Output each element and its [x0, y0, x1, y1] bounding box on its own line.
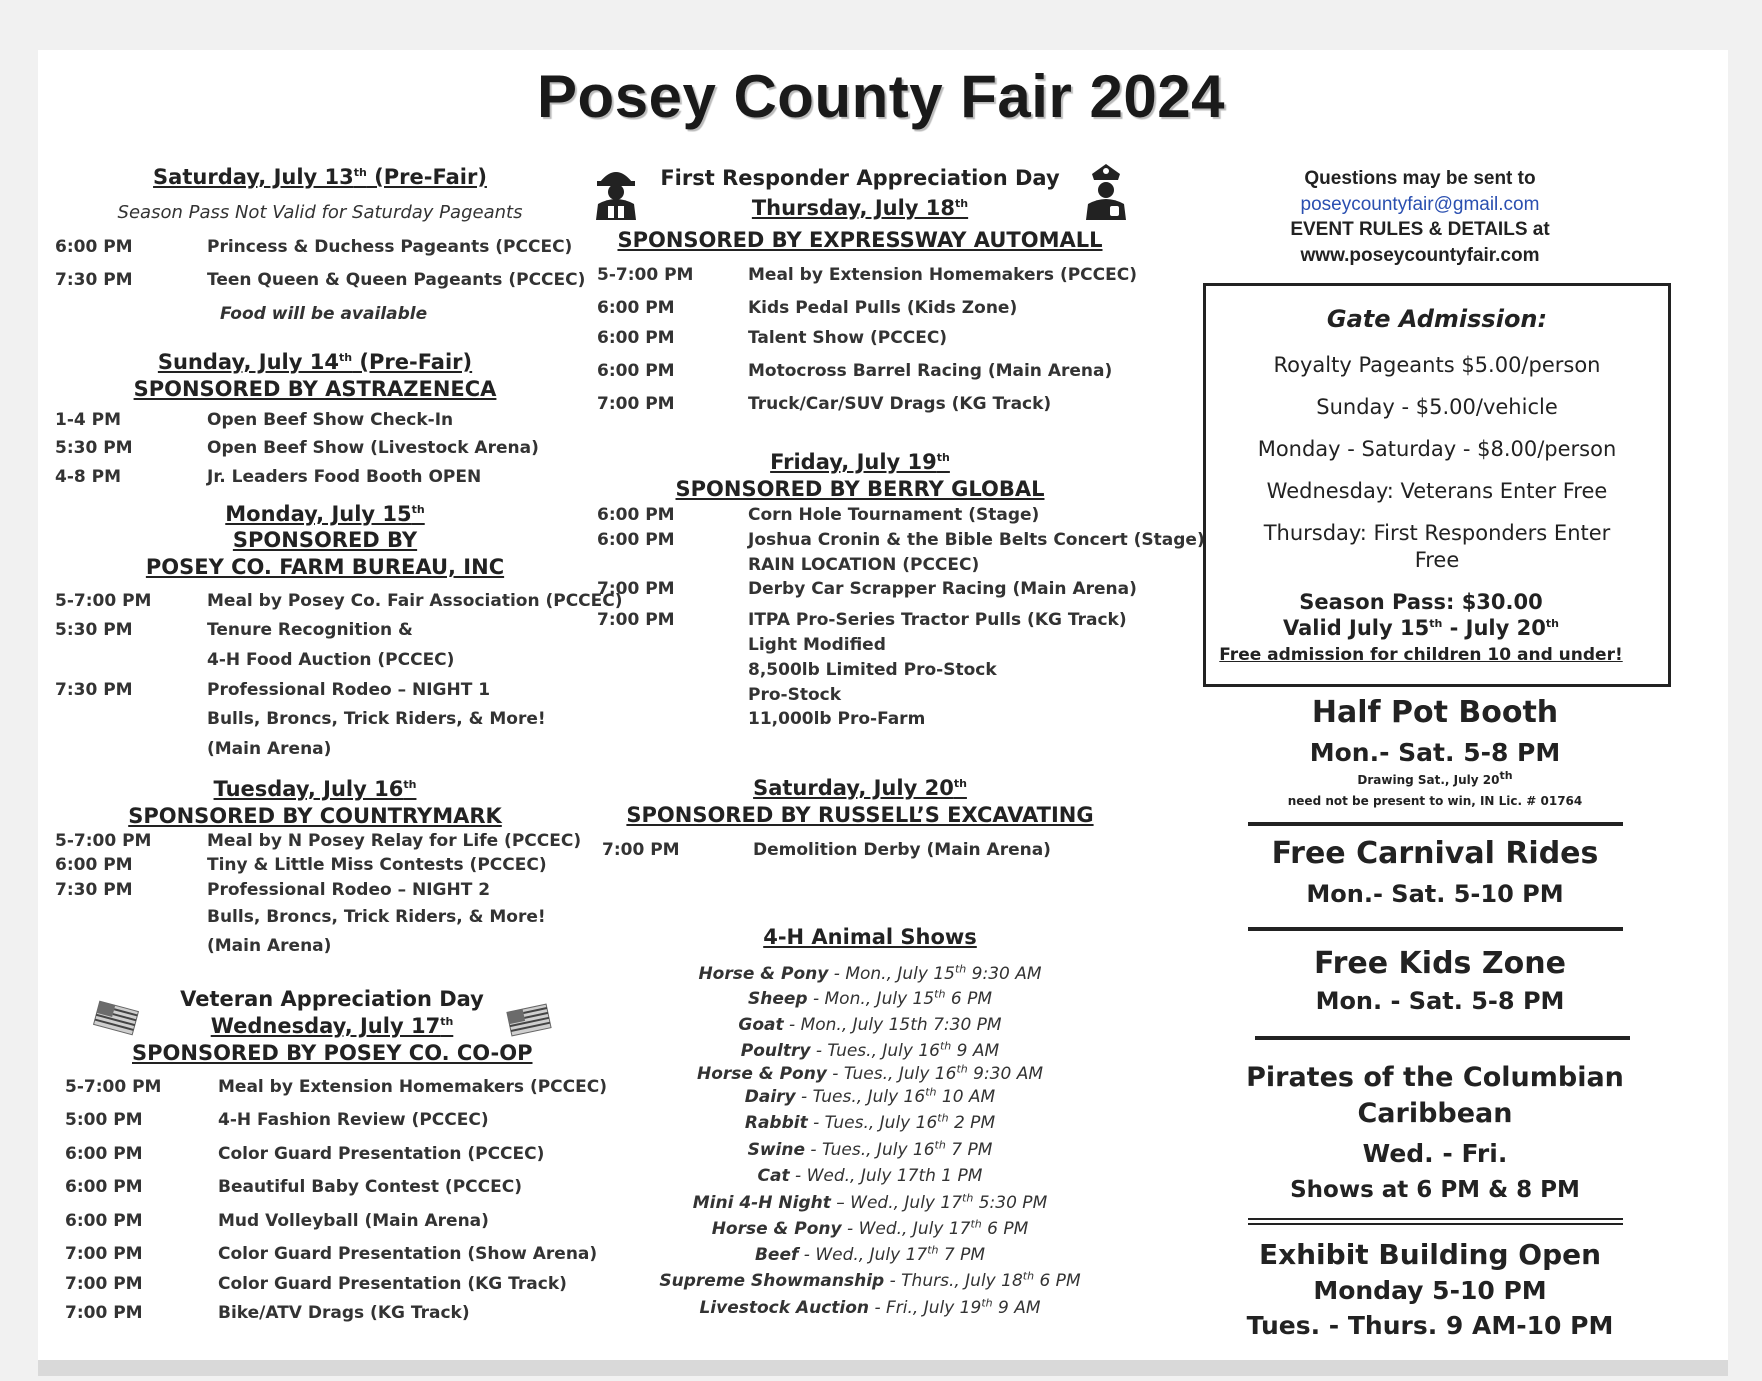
event-time: 6:00 PM [597, 505, 675, 525]
animal-show-date-suffix: th [934, 987, 946, 1001]
season-pass-valid: Valid July 15th - July 20th [1283, 616, 1559, 640]
event-time: 5:30 PM [55, 620, 133, 640]
event-name: 11,000lb Pro-Farm [748, 709, 926, 729]
divider [1255, 1036, 1630, 1040]
sunday-prefair-heading: Sunday, July 14th (Pre-Fair) [157, 350, 473, 374]
animal-show-date: - Tues., July 16 [805, 1140, 935, 1160]
animal-show-name: Poultry [740, 1041, 811, 1061]
event-name: (Main Arena) [207, 739, 332, 759]
animal-show-item [620, 1064, 1120, 1084]
animal-show-time: 6 PM [945, 989, 993, 1009]
season-pass-price: Season Pass: $30.00 [1299, 590, 1543, 614]
animal-show-time: 9 AM [992, 1298, 1041, 1318]
event-name: Meal by N Posey Relay for Life (PCCEC) [207, 831, 582, 851]
animal-show-item [620, 1041, 1120, 1061]
pirates-days: Wed. - Fri. [1362, 1139, 1508, 1168]
animal-show-date-suffix: th [956, 1062, 968, 1076]
contact-line3: EVENT RULES & DETAILS at [1290, 219, 1550, 240]
animal-show-name: Beef [754, 1245, 799, 1265]
animal-show-item [620, 1298, 1120, 1318]
animal-show-time: 5:30 PM [973, 1193, 1048, 1213]
animal-show-name: Horse & Pony [698, 964, 829, 984]
animal-show-date-suffix: th [954, 962, 967, 976]
animal-show-date-suffix: th [934, 1138, 946, 1152]
animal-show-name: Cat [757, 1166, 790, 1186]
event-time: 6:00 PM [597, 361, 675, 381]
animal-show-date: - Tues., July 16 [826, 1064, 957, 1084]
pirates-shows: Shows at 6 PM & 8 PM [1290, 1177, 1580, 1203]
event-time: 7:00 PM [65, 1244, 143, 1264]
event-name: Pro-Stock [748, 685, 842, 705]
animal-show-name: Supreme Showmanship [659, 1271, 885, 1291]
contact-line1: Questions may be sent to [1304, 168, 1536, 189]
animal-show-date: - Mon., July 15 [807, 989, 935, 1009]
event-time: 6:00 PM [65, 1211, 143, 1231]
event-name: 8,500lb Limited Pro-Stock [748, 660, 997, 680]
event-name: Truck/Car/SUV Drags (KG Track) [748, 394, 1052, 414]
event-time: 6:00 PM [55, 855, 133, 875]
first-responder-day-title: First Responder Appreciation Day [660, 166, 1060, 190]
animal-show-date: - Wed., July 17th 1 PM [789, 1166, 983, 1186]
monday-sponsor-line2: POSEY CO. FARM BUREAU, INC [145, 555, 505, 579]
animal-show-date: - Wed., July 17 [798, 1245, 928, 1265]
event-name: RAIN LOCATION (PCCEC) [748, 555, 980, 575]
animal-show-item [620, 989, 1120, 1009]
event-time: 1-4 PM [55, 410, 122, 430]
event-name: Color Guard Presentation (Show Arena) [218, 1244, 598, 1264]
event-time: 5-7:00 PM [55, 831, 152, 851]
animal-show-item [620, 1015, 1120, 1035]
firefighter-icon [594, 162, 638, 220]
animal-show-time: 9:30 AM [967, 1064, 1044, 1084]
event-name: Meal by Extension Homemakers (PCCEC) [218, 1077, 607, 1097]
animal-show-time: 6 PM [981, 1219, 1029, 1239]
animal-shows-heading: 4-H Animal Shows [763, 925, 977, 949]
event-time: 7:00 PM [597, 579, 675, 599]
animal-show-item [620, 1087, 1120, 1107]
kids-zone-title: Free Kids Zone [1314, 946, 1566, 981]
event-time: 6:00 PM [597, 530, 675, 550]
animal-show-item [620, 964, 1120, 984]
event-time: 5-7:00 PM [597, 265, 694, 285]
animal-show-date-suffix: th [925, 1085, 937, 1099]
friday-sponsor: SPONSORED BY BERRY GLOBAL [675, 477, 1045, 501]
exhibit-title: Exhibit Building Open [1258, 1238, 1602, 1271]
event-name: Talent Show (PCCEC) [748, 328, 948, 348]
half-pot-license: need not be present to win, IN Lic. # 01764 [1287, 794, 1583, 808]
gate-item: Monday - Saturday - $8.00/person [1257, 437, 1617, 461]
pirates-line2: Caribbean [1357, 1098, 1513, 1129]
animal-show-date-suffix: th [937, 1111, 949, 1125]
pirates-line1: Pirates of the Columbian [1246, 1062, 1624, 1093]
event-time: 7:30 PM [55, 680, 133, 700]
event-name: Kids Pedal Pulls (Kids Zone) [748, 298, 1018, 318]
event-time: 6:00 PM [65, 1177, 143, 1197]
animal-show-date-suffix: th [981, 1296, 993, 1310]
event-time: 7:30 PM [55, 270, 133, 290]
exhibit-line1: Monday 5-10 PM [1313, 1276, 1547, 1305]
animal-show-name: Dairy [744, 1087, 796, 1107]
gate-item-free: Free [1414, 548, 1460, 572]
food-note: Food will be available [220, 304, 428, 324]
gate-item: Wednesday: Veterans Enter Free [1266, 479, 1608, 503]
animal-show-date: - Fri., July 19 [869, 1298, 982, 1318]
saturday-prefair-heading: Saturday, July 13th (Pre-Fair) [153, 165, 487, 189]
animal-show-date-suffix: th [970, 1217, 982, 1231]
exhibit-line2: Tues. - Thurs. 9 AM-10 PM [1246, 1311, 1614, 1340]
gate-item: Thursday: First Responders Enter [1263, 521, 1611, 545]
event-time: 7:30 PM [55, 880, 133, 900]
event-name: 4-H Fashion Review (PCCEC) [218, 1110, 489, 1130]
animal-show-name: Goat [738, 1015, 784, 1035]
thursday-sponsor: SPONSORED BY EXPRESSWAY AUTOMALL [617, 228, 1103, 252]
event-time: 5-7:00 PM [65, 1077, 162, 1097]
animal-show-name: Livestock Auction [699, 1298, 870, 1318]
gate-admission-heading: Gate Admission: [1326, 305, 1548, 333]
event-name: Princess & Duchess Pageants (PCCEC) [207, 237, 573, 257]
tuesday-heading: Tuesday, July 16th [213, 777, 417, 801]
event-time: 5:30 PM [55, 438, 133, 458]
police-officer-icon [1084, 160, 1128, 220]
event-time: 7:00 PM [597, 394, 675, 414]
animal-show-date: - Mon., July 15 [828, 964, 955, 984]
animal-show-time: 7 PM [938, 1245, 986, 1265]
animal-show-item [620, 1193, 1120, 1213]
animal-show-date: - Tues., July 16 [807, 1113, 938, 1133]
event-name: Meal by Posey Co. Fair Association (PCCEC) [207, 591, 623, 611]
animal-show-date-suffix: th [1022, 1269, 1035, 1283]
event-name: Jr. Leaders Food Booth OPEN [207, 467, 482, 487]
gate-item: Sunday - $5.00/vehicle [1316, 395, 1558, 419]
animal-show-date: - Thurs., July 18 [884, 1271, 1023, 1291]
event-name: Professional Rodeo – NIGHT 1 [207, 680, 491, 700]
divider [1248, 1218, 1623, 1220]
animal-show-date-suffix: th [939, 1039, 952, 1053]
event-time: 6:00 PM [597, 328, 675, 348]
divider [1248, 927, 1623, 931]
event-time: 7:00 PM [597, 610, 675, 630]
sunday-sponsor: SPONSORED BY ASTRAZENECA [133, 377, 497, 401]
event-time: 7:00 PM [65, 1274, 143, 1294]
animal-show-name: Swine [747, 1140, 806, 1160]
event-name: ITPA Pro-Series Tractor Pulls (KG Track) [748, 610, 1127, 630]
event-name: Mud Volleyball (Main Arena) [218, 1211, 489, 1231]
animal-show-time: 9 AM [951, 1041, 1000, 1061]
animal-show-time: 6 PM [1034, 1271, 1081, 1291]
event-name: Teen Queen & Queen Pageants (PCCEC) [207, 270, 586, 290]
animal-show-name: Horse & Pony [696, 1064, 827, 1084]
animal-show-date-suffix: th [962, 1191, 974, 1205]
animal-show-date: - Tues., July 16 [795, 1087, 926, 1107]
saturday-main-sponsor: SPONSORED BY RUSSELL’S EXCAVATING [626, 803, 1094, 827]
animal-show-date: – Wed., July 17 [830, 1193, 963, 1213]
half-pot-drawing: Drawing Sat., July 20th [1357, 769, 1513, 787]
animal-show-date: - Mon., July 15th 7:30 PM [783, 1015, 1002, 1035]
event-time: 4-8 PM [55, 467, 122, 487]
event-name: Motocross Barrel Racing (Main Arena) [748, 361, 1113, 381]
monday-sponsor-line1: SPONSORED BY [232, 528, 418, 552]
event-name: Derby Car Scrapper Racing (Main Arena) [748, 579, 1137, 599]
event-name: Bike/ATV Drags (KG Track) [218, 1303, 470, 1323]
animal-show-time: 2 PM [948, 1113, 996, 1133]
contact-website[interactable]: www.poseycountyfair.com [1300, 245, 1540, 266]
event-time: 6:00 PM [55, 237, 133, 257]
event-name: Demolition Derby (Main Arena) [753, 840, 1051, 860]
event-name: (Main Arena) [207, 936, 332, 956]
animal-show-item [620, 1245, 1120, 1265]
animal-show-time: 10 AM [936, 1087, 996, 1107]
event-name: Light Modified [748, 635, 886, 655]
event-name: Joshua Cronin & the Bible Belts Concert (Stage) [748, 530, 1205, 550]
event-name: Color Guard Presentation (KG Track) [218, 1274, 567, 1294]
event-time: 5-7:00 PM [55, 591, 152, 611]
event-name: Beautiful Baby Contest (PCCEC) [218, 1177, 522, 1197]
friday-heading: Friday, July 19th [770, 450, 950, 474]
half-pot-hours: Mon.- Sat. 5-8 PM [1309, 738, 1561, 767]
event-time: 7:00 PM [65, 1303, 143, 1323]
animal-show-name: Sheep [747, 989, 808, 1009]
wednesday-heading: Wednesday, July 17th [210, 1014, 454, 1038]
animal-show-item [620, 1271, 1120, 1291]
event-time: 7:00 PM [602, 840, 680, 860]
kids-zone-hours: Mon. - Sat. 5-8 PM [1315, 987, 1565, 1015]
animal-show-item [620, 1113, 1120, 1133]
event-name: Professional Rodeo – NIGHT 2 [207, 880, 491, 900]
divider [1248, 1223, 1623, 1225]
event-name: Bulls, Broncs, Trick Riders, & More! [207, 709, 546, 729]
event-time: 6:00 PM [597, 298, 675, 318]
event-name: Meal by Extension Homemakers (PCCEC) [748, 265, 1137, 285]
event-name: Open Beef Show (Livestock Arena) [207, 438, 539, 458]
animal-show-time: 9:30 AM [966, 964, 1042, 984]
thursday-heading: Thursday, July 18th [751, 196, 969, 220]
animal-show-date: - Wed., July 17 [841, 1219, 971, 1239]
veteran-day-title: Veteran Appreciation Day [180, 987, 484, 1011]
saturday-season-pass-note: Season Pass Not Valid for Saturday Pageants [117, 202, 523, 223]
event-time: 5:00 PM [65, 1110, 143, 1130]
page-title: Posey County Fair 2024 [537, 63, 1225, 130]
animal-show-item [620, 1140, 1120, 1160]
monday-heading: Monday, July 15th [225, 502, 425, 526]
bottom-strip [38, 1360, 1728, 1376]
animal-show-date-suffix: th [927, 1243, 939, 1257]
event-name: 4-H Food Auction (PCCEC) [207, 650, 455, 670]
gate-item: Royalty Pageants $5.00/person [1273, 353, 1601, 377]
event-name: Corn Hole Tournament (Stage) [748, 505, 1040, 525]
carnival-hours: Mon.- Sat. 5-10 PM [1306, 880, 1564, 908]
divider [1248, 822, 1623, 826]
event-name: Tiny & Little Miss Contests (PCCEC) [207, 855, 547, 875]
tuesday-sponsor: SPONSORED BY COUNTRYMARK [128, 804, 502, 828]
event-name: Color Guard Presentation (PCCEC) [218, 1144, 545, 1164]
animal-show-item [620, 1166, 1120, 1186]
event-name: Bulls, Broncs, Trick Riders, & More! [207, 907, 546, 927]
animal-show-name: Horse & Pony [711, 1219, 842, 1239]
animal-show-time: 7 PM [945, 1140, 993, 1160]
children-free-note: Free admission for children 10 and under! [1219, 645, 1623, 665]
saturday-main-heading: Saturday, July 20th [753, 776, 967, 800]
animal-show-name: Mini 4-H Night [692, 1193, 831, 1213]
event-time: 6:00 PM [65, 1144, 143, 1164]
event-name: Open Beef Show Check-In [207, 410, 454, 430]
animal-show-date: - Tues., July 16 [810, 1041, 940, 1061]
animal-show-item [620, 1219, 1120, 1239]
half-pot-title: Half Pot Booth [1311, 695, 1559, 730]
event-name: Tenure Recognition & [207, 620, 413, 640]
contact-email-link[interactable]: poseycountyfair@gmail.com [1300, 194, 1540, 215]
animal-show-name: Rabbit [744, 1113, 808, 1133]
wednesday-sponsor: SPONSORED BY POSEY CO. CO-OP [132, 1041, 533, 1065]
carnival-title: Free Carnival Rides [1271, 836, 1599, 871]
